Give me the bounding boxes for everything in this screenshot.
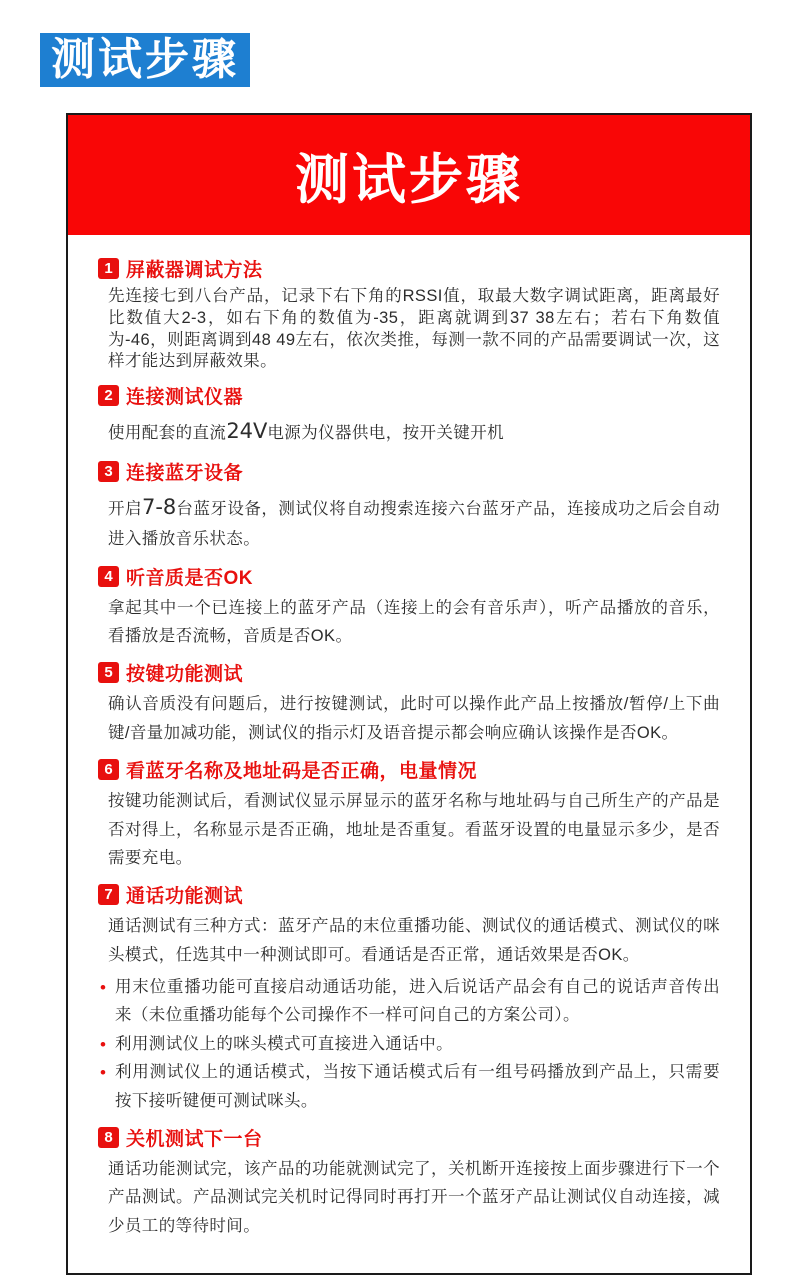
banner-title: 测试步骤 [295, 149, 523, 210]
step-body-text: 使用配套的直流 [108, 424, 227, 443]
step-section-7 [98, 881, 720, 1115]
bullet-item [100, 973, 720, 1030]
steps-content [68, 235, 750, 1273]
bullet-text: 利用测试仪上的通话模式，当按下通话模式后有一组号码播放到产品上，只需要按下接听键便可测试咪头。 [115, 1063, 720, 1110]
step-number-badge: 3 [98, 461, 119, 482]
bullet-dot-icon: • [100, 1063, 107, 1083]
step-title: 连接测试仪器 [126, 387, 244, 409]
bullet-dot-icon: • [100, 1034, 107, 1054]
bullet-item [100, 1030, 720, 1058]
content-box [66, 113, 752, 1275]
step-body: 通话功能测试完，该产品的功能就测试完了，关机断开连接按上面步骤进行下一个产品测试。产品测试完关机时记得同时再打开一个蓝牙产品让测试仪自动连接，减少员工的等待时间。 [108, 1159, 720, 1235]
step-number-badge: 2 [98, 385, 119, 406]
steps-banner [68, 115, 750, 235]
step-section-1 [98, 255, 720, 373]
bullet-item [100, 1058, 720, 1115]
step-section-4 [98, 563, 720, 651]
step-section-6 [98, 756, 720, 872]
step-header [98, 458, 720, 485]
step-body-text: 开启 [108, 500, 142, 519]
page-corner-label: 测试步骤 [40, 33, 250, 87]
step-header [98, 881, 720, 908]
step-section-5 [98, 659, 720, 747]
step-title: 关机测试下一台 [126, 1128, 263, 1150]
step-body-text: 台蓝牙设备，测试仪将自动搜索连接六台蓝牙产品，连接成功之后会自动进入播放音乐状态。 [108, 500, 720, 549]
step-body [108, 489, 720, 553]
step-title: 屏蔽器调试方法 [126, 260, 263, 281]
step-body: 先连接七到八台产品，记录下右下角的RSSI值，取最大数字调试距离，距离最好比数值大2-3，如右下角的数值为-35，距离就调到37 38左右；若右下角数值为-46，则距离调到48 49左右，依次类推，每测一款不同的产品需要调试一次，这样才能达到屏蔽效果。 [108, 287, 720, 371]
step-number-badge: 7 [98, 884, 119, 905]
step-header [98, 659, 720, 686]
step-section-3 [98, 458, 720, 553]
bullet-list [100, 973, 720, 1115]
step-number-badge: 6 [98, 759, 119, 780]
step-body-number: 7-8 [141, 495, 177, 520]
step-section-2 [98, 382, 720, 449]
step-body: 确认音质没有问题后，进行按键测试，此时可以操作此产品上按播放/暂停/上下曲键/音量加减功能，测试仪的指示灯及语音提示都会响应确认该操作是否OK。 [108, 695, 720, 742]
step-body-number: 24V [226, 419, 268, 444]
step-header [98, 563, 720, 590]
step-body: 通话测试有三种方式：蓝牙产品的末位重播功能、测试仪的通话模式、测试仪的咪头模式，任选其中一种测试即可。看通话是否正常，通话效果是否OK。 [108, 917, 720, 964]
step-title: 听音质是否OK [126, 567, 254, 589]
step-title: 按键功能测试 [126, 664, 244, 686]
step-number-badge: 5 [98, 662, 119, 683]
step-header [98, 756, 720, 783]
step-body: 拿起其中一个已连接上的蓝牙产品（连接上的会有音乐声），听产品播放的音乐，看播放是否流畅，音质是否OK。 [108, 598, 720, 646]
step-number-badge: 4 [98, 566, 119, 587]
step-body: 按键功能测试后，看测试仪显示屏显示的蓝牙名称与地址码与自己所生产的产品是否对得上，名称显示是否正确，地址是否重复。看蓝牙设置的电量显示多少，是否需要充电。 [108, 792, 720, 867]
step-header [98, 1124, 720, 1151]
bullet-text: 利用测试仪上的咪头模式可直接进入通话中。 [115, 1034, 453, 1053]
step-body [108, 413, 720, 449]
bullet-dot-icon: • [100, 978, 107, 998]
step-section-8 [98, 1124, 720, 1240]
step-number-badge: 1 [98, 258, 119, 279]
step-body-text: 电源为仪器供电，按开关键开机 [267, 424, 505, 443]
step-number-badge: 8 [98, 1127, 119, 1148]
step-title: 连接蓝牙设备 [126, 463, 244, 485]
bullet-text: 用末位重播功能可直接启动通话功能，进入后说话产品会有自己的说话声音传出来（未位重播功能每个公司操作不一样可问自己的方案公司）。 [115, 978, 720, 1025]
step-header [98, 255, 720, 282]
step-title: 看蓝牙名称及地址码是否正确，电量情况 [126, 761, 478, 783]
step-title: 通话功能测试 [126, 886, 244, 908]
step-header [98, 382, 720, 409]
